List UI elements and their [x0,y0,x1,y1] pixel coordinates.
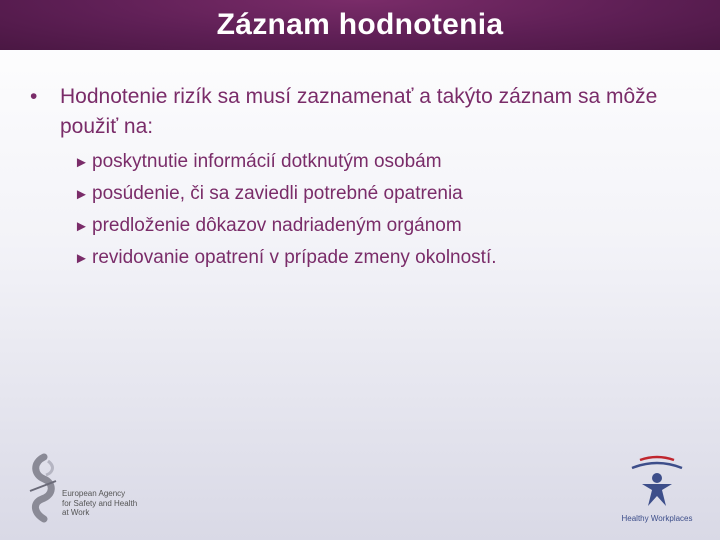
arrow-bullet-icon: ► [74,250,89,267]
slide-title: Záznam hodnotenia [216,8,504,41]
sub-bullet-text: revidovanie opatrení v prípade zmeny okolností. [92,247,497,268]
sub-bullet-text: predloženie dôkazov nadriadeným orgánom [92,215,462,236]
main-bullet-text: Hodnotenie rizík sa musí zaznamenať a takýto záznam sa môže použiť na: [60,85,658,138]
sub-bullet-item [74,146,700,178]
eu-osha-logo-text: European Agency for Safety and Health at Work [62,489,138,517]
healthy-workplaces-text: Healthy Workplaces [621,514,693,523]
title-bar [0,0,720,50]
slide-content [30,82,700,274]
eu-osha-emblem-icon [26,453,62,523]
healthy-workplaces-logo [612,452,702,528]
arrow-bullet-icon: ► [74,186,89,203]
sub-bullet-item [74,242,700,274]
bullet-dot: • [30,85,38,108]
arrow-bullet-icon: ► [74,154,89,171]
sub-bullet-item [74,210,700,242]
sub-bullet-item [74,178,700,210]
sub-bullet-text: poskytnutie informácií dotknutým osobám [92,151,442,172]
sub-bullet-text: posúdenie, či sa zaviedli potrebné opatrenia [92,183,463,204]
arrow-bullet-icon: ► [74,218,89,235]
sub-bullet-list [74,146,700,274]
healthy-workplaces-icon [612,452,702,512]
eu-osha-logo [26,453,146,525]
main-bullet [30,82,700,142]
